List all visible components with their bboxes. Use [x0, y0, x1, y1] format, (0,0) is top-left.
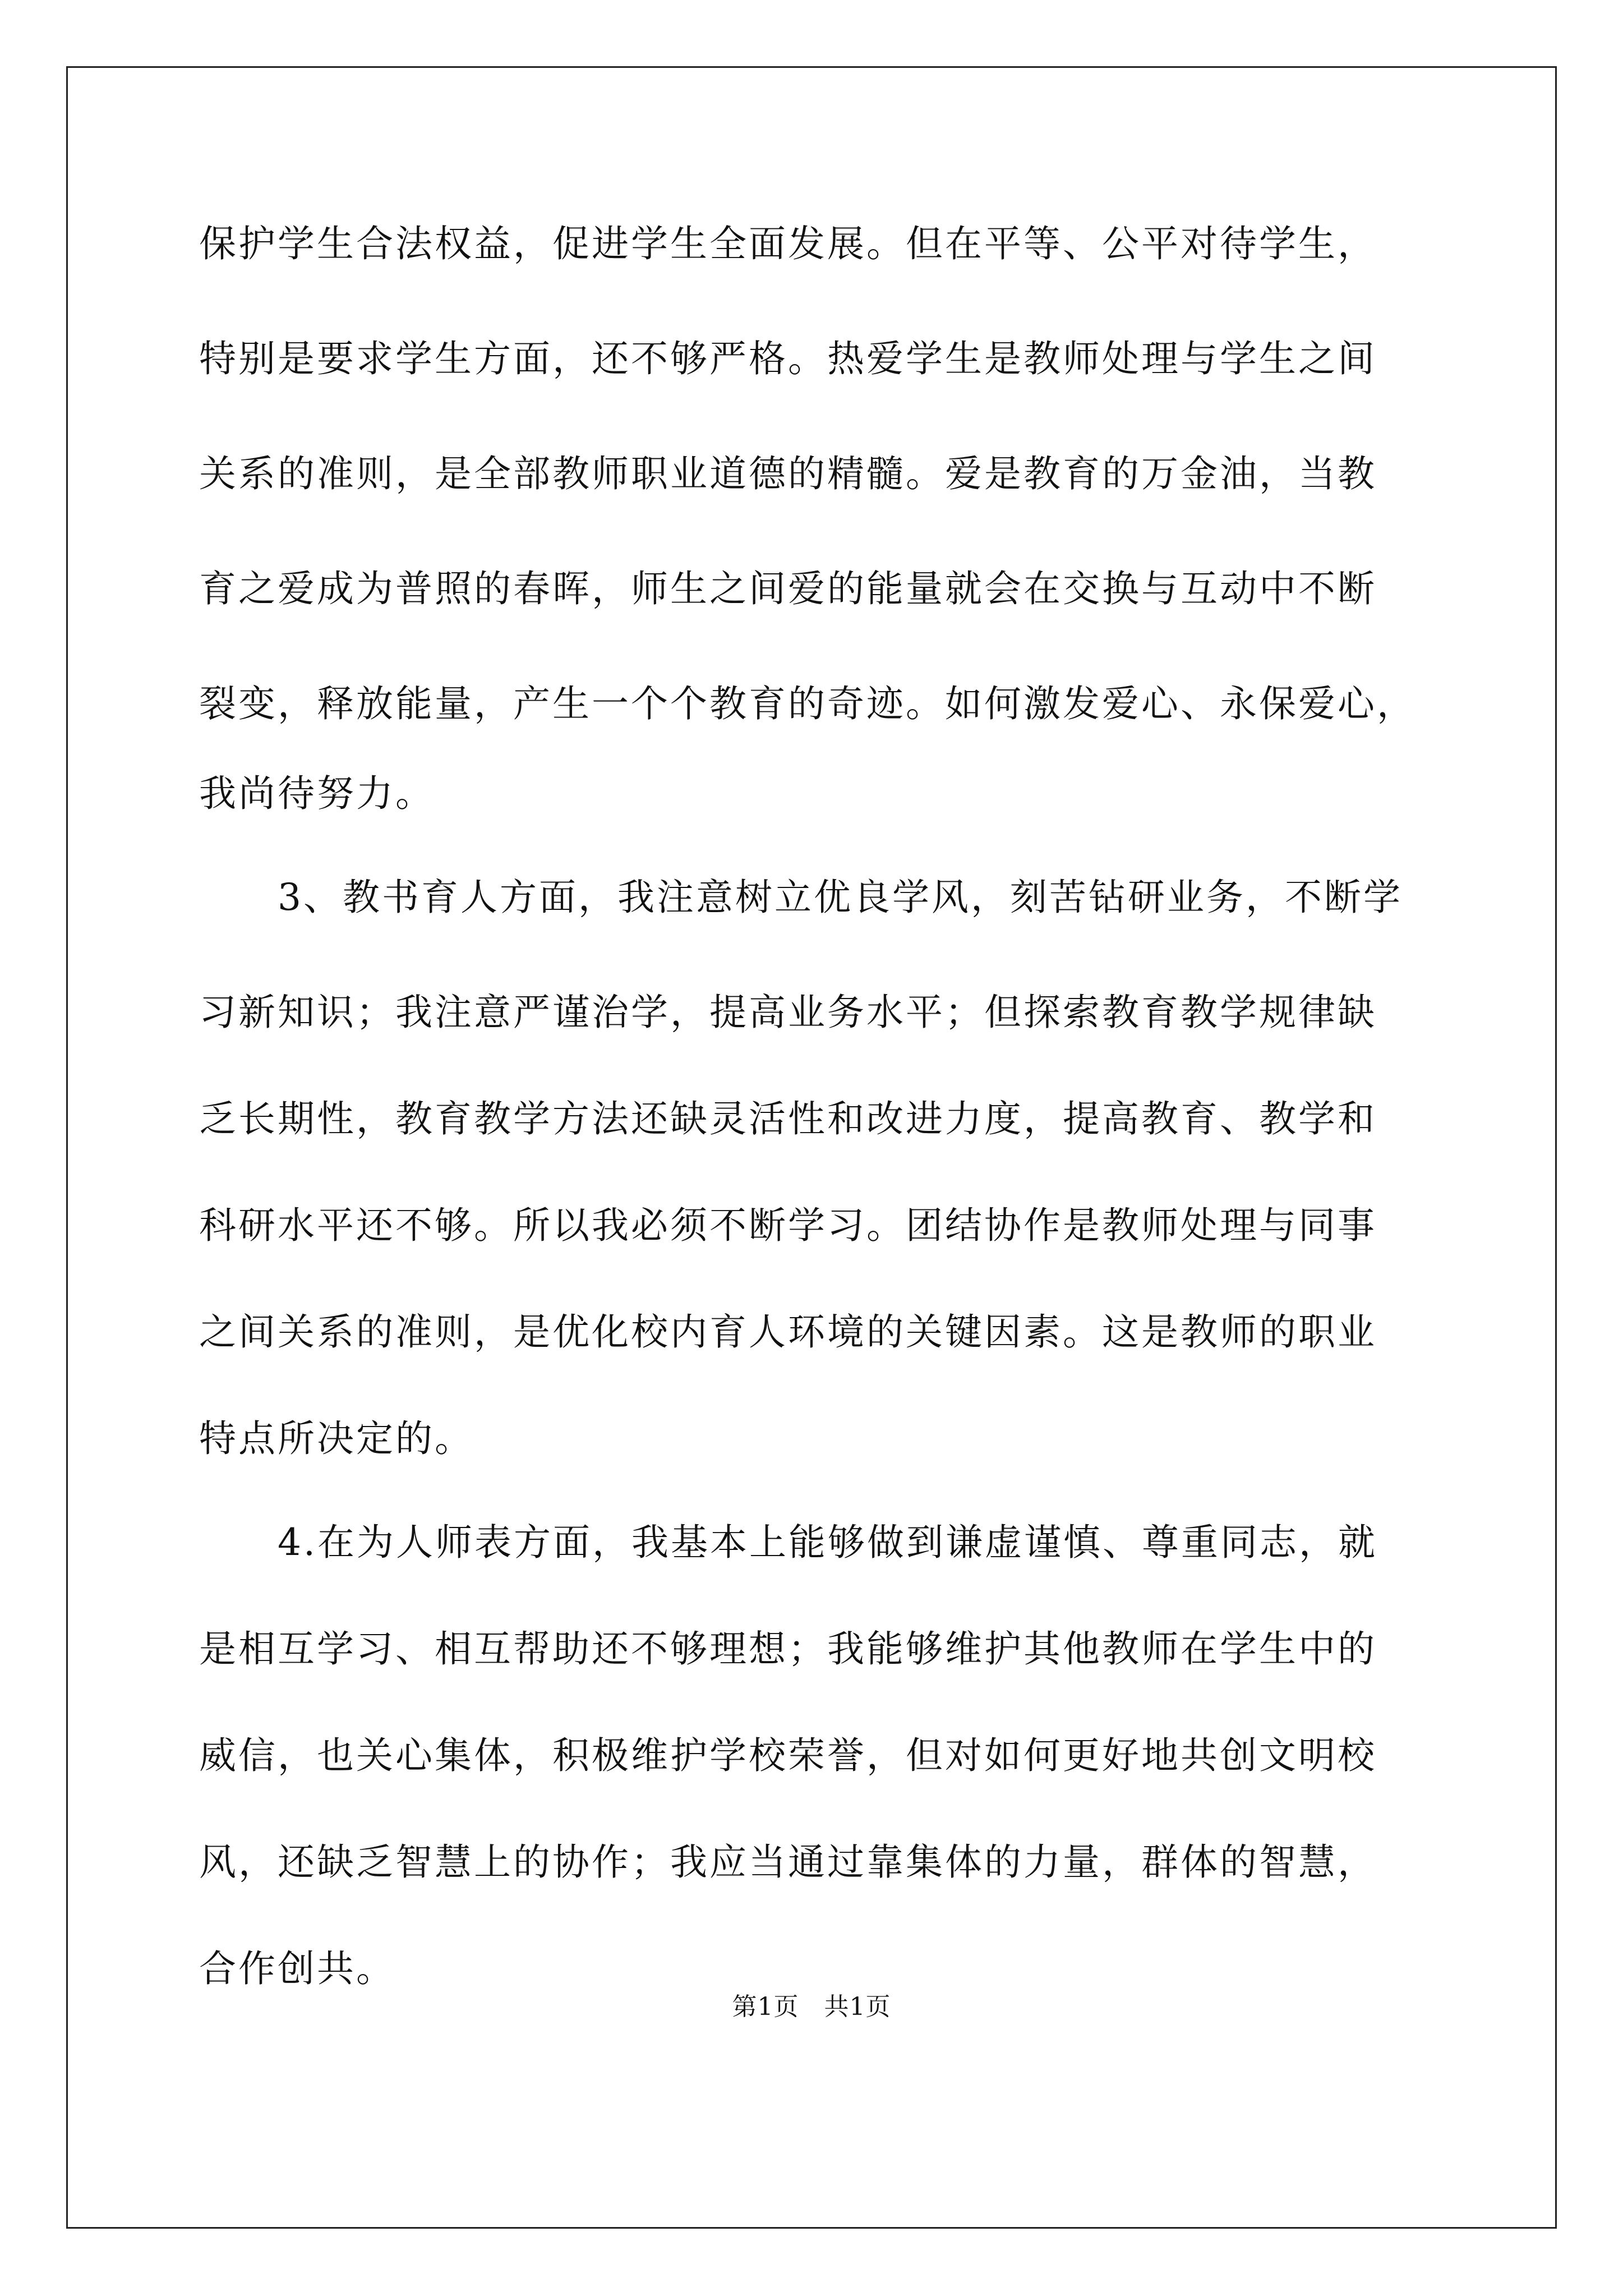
text-line: 我尚待努力。 [199, 772, 435, 815]
text-line: 特别是要求学生方面，还不够严格。热爱学生是教师处理与学生之间 [199, 337, 1377, 380]
text-line: 保护学生合法权益，促进学生全面发展。但在平等、公平对待学生， [199, 222, 1377, 265]
text-line: 习新知识；我注意严谨治学，提高业务水平；但探索教育教学规律缺 [199, 991, 1377, 1034]
text-line: 之间关系的准则，是优化校内育人环境的关键因素。这是教师的职业 [199, 1310, 1377, 1354]
text-line: 合作创共。 [199, 1947, 395, 1990]
text-line: 乏长期性，教育教学方法还缺灵活性和改进力度，提高教育、教学和 [199, 1097, 1377, 1140]
text-line: 关系的准则，是全部教师职业道德的精髓。爱是教育的万金油，当教 [199, 452, 1377, 495]
page-number: 第1页 共1页 [732, 1993, 891, 2021]
text-line: 特点所决定的。 [199, 1417, 474, 1460]
text-line: 科研水平还不够。所以我必须不断学习。团结协作是教师处理与同事 [199, 1204, 1377, 1247]
text-line: 是相互学习、相互帮助还不够理想；我能够维护其他教师在学生中的 [199, 1627, 1377, 1671]
text-line: 3、教书育人方面，我注意树立优良学风，刻苦钻研业务，不断学 [278, 876, 1403, 919]
page-border [66, 66, 1557, 2229]
text-line: 4.在为人师表方面，我基本上能够做到谦虚谨慎、尊重同志，就 [278, 1521, 1377, 1564]
text-line: 风，还缺乏智慧上的协作；我应当通过靠集体的力量，群体的智慧， [199, 1841, 1377, 1884]
text-line: 威信，也关心集体，积极维护学校荣誉，但对如何更好地共创文明校 [199, 1734, 1377, 1777]
text-line: 裂变，释放能量，产生一个个教育的奇迹。如何激发爱心、永保爱心， [199, 682, 1416, 725]
text-line: 育之爱成为普照的春晖，师生之间爱的能量就会在交换与互动中不断 [199, 567, 1377, 610]
